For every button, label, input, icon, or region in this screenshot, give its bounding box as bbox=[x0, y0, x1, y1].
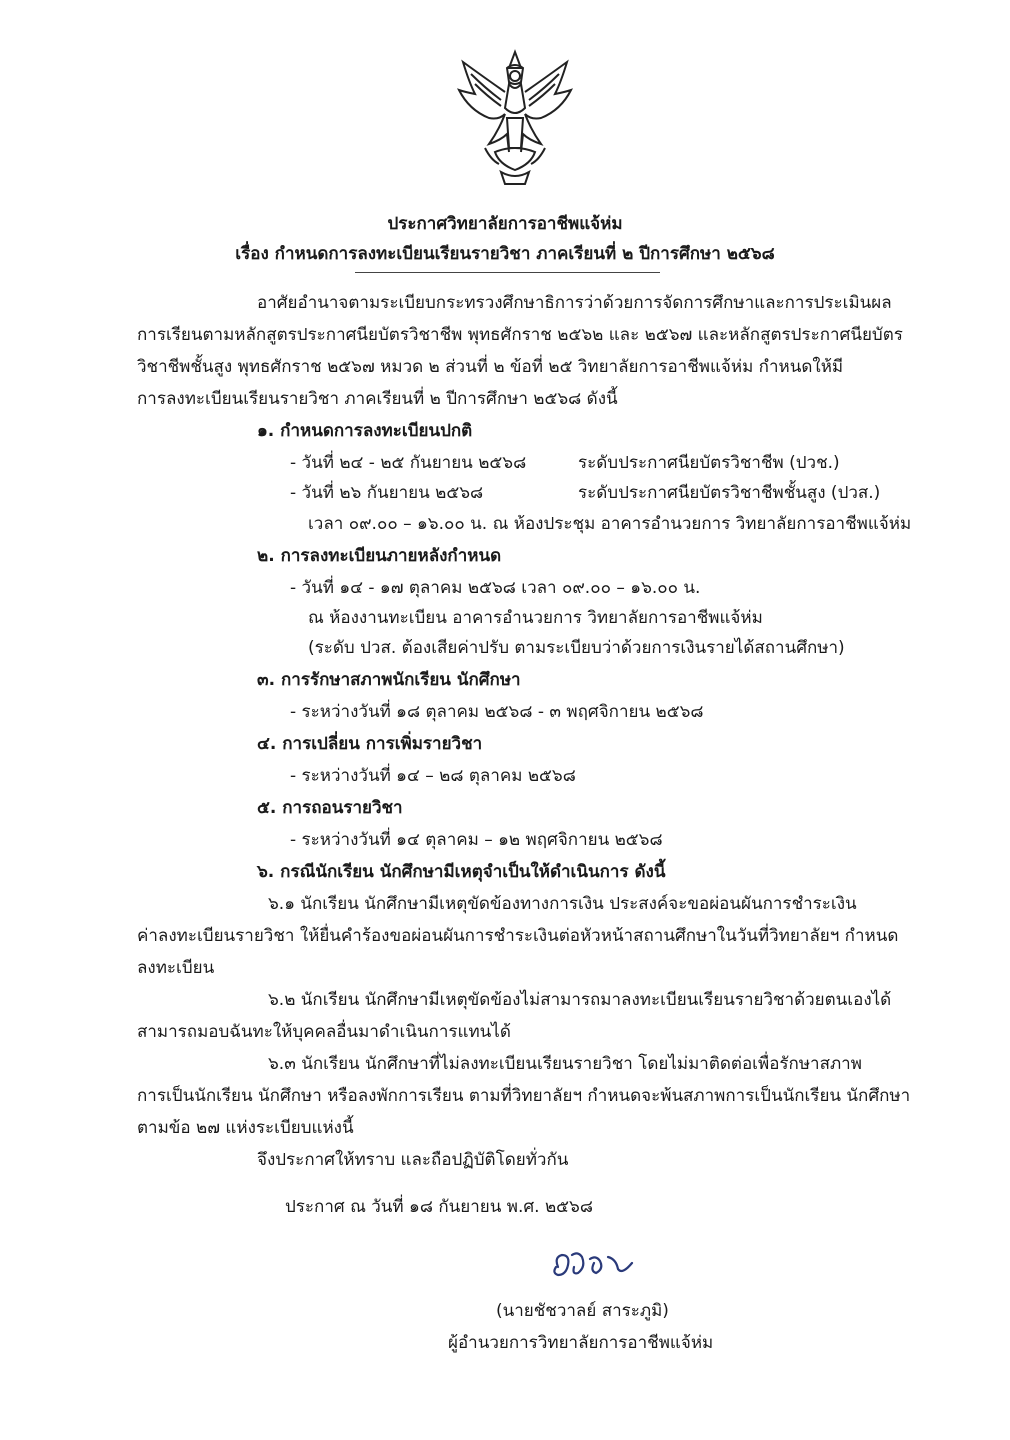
announcement-title: ประกาศวิทยาลัยการอาชีพแจ้ห่ม bbox=[387, 214, 623, 234]
handwritten-signature bbox=[548, 1245, 638, 1285]
s6-paragraph-line: ลงทะเบียน bbox=[137, 958, 215, 978]
signer-name: (นายชัชวาลย์ สาระภูมิ) bbox=[496, 1301, 669, 1321]
intro-line: การเรียนตามหลักสูตรประกาศนียบัตรวิชาชีพ พุทธศักราช ๒๕๖๒ และ ๒๕๖๗ และหลักสูตรประกาศนียบัตร bbox=[137, 325, 903, 345]
s1-level-2: ระดับประกาศนียบัตรวิชาชีพชั้นสูง (ปวส.) bbox=[578, 483, 881, 503]
announcement-subject: เรื่อง กำหนดการลงทะเบียนเรียนรายวิชา ภาคเรียนที่ ๒ ปีการศึกษา ๒๕๖๘ bbox=[235, 244, 775, 264]
s1-level-1: ระดับประกาศนียบัตรวิชาชีพ (ปวช.) bbox=[578, 453, 840, 473]
s2-line: - วันที่ ๑๔ - ๑๗ ตุลาคม ๒๕๖๘ เวลา ๐๙.๐๐ – ๑๖.๐๐ น. bbox=[290, 578, 701, 598]
intro-line: อาศัยอำนาจตามระเบียบกระทรวงศึกษาธิการว่าด้วยการจัดการศึกษาและการประเมินผล bbox=[257, 293, 892, 313]
s6-paragraph-line: ตามข้อ ๒๗ แห่งระเบียบแห่งนี้ bbox=[137, 1118, 354, 1138]
section-4-heading: ๔. การเปลี่ยน การเพิ่มรายวิชา bbox=[257, 734, 483, 754]
s1-date-1: - วันที่ ๒๔ - ๒๕ กันยายน ๒๕๖๘ bbox=[290, 453, 527, 473]
s6-paragraph-line: ๖.๑ นักเรียน นักศึกษามีเหตุขัดข้องทางการเงิน ประสงค์จะขอผ่อนผันการชำระเงิน bbox=[268, 894, 857, 914]
s6-paragraph-line: ๖.๒ นักเรียน นักศึกษามีเหตุขัดข้องไม่สามารถมาลงทะเบียนเรียนรายวิชาด้วยตนเองได้ bbox=[268, 990, 892, 1010]
intro-line: วิชาชีพชั้นสูง พุทธศักราช ๒๕๖๗ หมวด ๒ ส่วนที่ ๒ ข้อที่ ๒๕ วิทยาลัยการอาชีพแจ้ห่ม กำหนดให้มี bbox=[137, 357, 844, 377]
closing-statement: จึงประกาศให้ทราบ และถือปฏิบัติโดยทั่วกัน bbox=[257, 1150, 569, 1170]
section-2-heading: ๒. การลงทะเบียนภายหลังกำหนด bbox=[257, 546, 502, 566]
s6-paragraph-line: การเป็นนักเรียน นักศึกษา หรือลงพักการเรียน ตามที่วิทยาลัยฯ กำหนดจะพ้นสภาพการเป็นนักเรียน นักศึกษา bbox=[137, 1086, 911, 1106]
s4-line: - ระหว่างวันที่ ๑๔ – ๒๘ ตุลาคม ๒๕๖๘ bbox=[290, 766, 576, 786]
signer-position: ผู้อำนวยการวิทยาลัยการอาชีพแจ้ห่ม bbox=[448, 1333, 714, 1353]
section-1-heading: ๑. กำหนดการลงทะเบียนปกติ bbox=[257, 421, 473, 441]
s6-paragraph-line: ๖.๓ นักเรียน นักศึกษาที่ไม่ลงทะเบียนเรียนรายวิชา โดยไม่มาติดต่อเพื่อรักษาสภาพ bbox=[268, 1054, 862, 1074]
s2-line: ณ ห้องงานทะเบียน อาคารอำนวยการ วิทยาลัยการอาชีพแจ้ห่ม bbox=[308, 608, 763, 628]
s1-time: เวลา ๐๙.๐๐ – ๑๖.๐๐ น. ณ ห้องประชุม อาคารอำนวยการ วิทยาลัยการอาชีพแจ้ห่ม bbox=[308, 514, 912, 534]
intro-line: การลงทะเบียนเรียนรายวิชา ภาคเรียนที่ ๒ ปีการศึกษา ๒๕๖๘ ดังนี้ bbox=[137, 389, 618, 409]
s2-line: (ระดับ ปวส. ต้องเสียค่าปรับ ตามระเบียบว่าด้วยการเงินรายได้สถานศึกษา) bbox=[308, 638, 845, 658]
s6-paragraph-line: ค่าลงทะเบียนรายวิชา ให้ยื่นคำร้องขอผ่อนผันการชำระเงินต่อหัวหน้าสถานศึกษาในวันที่วิทยาลัยฯ กำหนด bbox=[137, 926, 899, 946]
title-divider bbox=[355, 272, 660, 273]
section-5-heading: ๕. การถอนรายวิชา bbox=[257, 798, 403, 818]
s1-date-2: - วันที่ ๒๖ กันยายน ๒๕๖๘ bbox=[290, 483, 484, 503]
s5-line: - ระหว่างวันที่ ๑๔ ตุลาคม – ๑๒ พฤศจิกายน ๒๕๖๘ bbox=[290, 830, 663, 850]
section-3-heading: ๓. การรักษาสภาพนักเรียน นักศึกษา bbox=[257, 670, 521, 690]
s3-line: - ระหว่างวันที่ ๑๘ ตุลาคม ๒๕๖๘ - ๓ พฤศจิกายน ๒๕๖๘ bbox=[290, 702, 704, 722]
s6-paragraph-line: สามารถมอบฉันทะให้บุคคลอื่นมาดำเนินการแทนได้ bbox=[137, 1022, 511, 1042]
garuda-emblem-icon bbox=[455, 48, 575, 188]
section-6-heading: ๖. กรณีนักเรียน นักศึกษามีเหตุจำเป็นให้ดำเนินการ ดังนี้ bbox=[257, 862, 666, 882]
announcement-date: ประกาศ ณ วันที่ ๑๘ กันยายน พ.ศ. ๒๕๖๘ bbox=[285, 1197, 593, 1217]
